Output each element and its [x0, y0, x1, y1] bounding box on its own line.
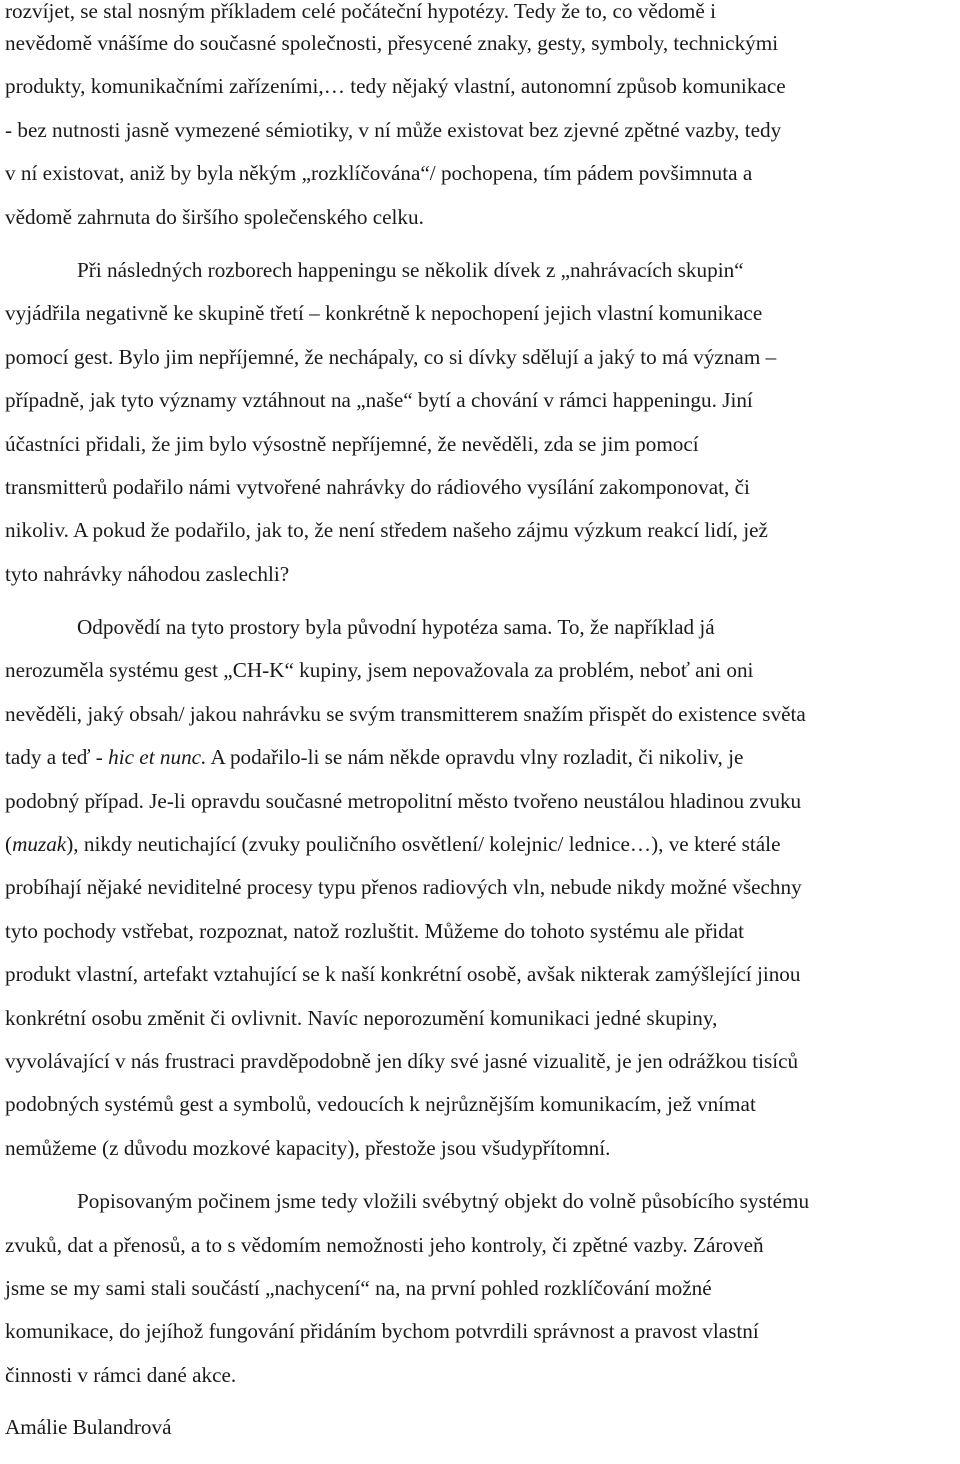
paragraph-line: nikoliv. A pokud že podařilo, jak to, že není středem našeho zájmu výzkum reakcí lidí, jež [5, 518, 768, 543]
paragraph-gap [5, 596, 955, 606]
paragraph-gap [5, 1170, 955, 1180]
paragraph-gap [5, 239, 955, 249]
paragraph-line: produkt vlastní, artefakt vztahující se k naší konkrétní osobě, avšak nikterak zamýšlející jinou [5, 962, 801, 987]
paragraph-line: konkrétní osobu změnit či ovlivnit. Navíc neporozumění komunikaci jedné skupiny, [5, 1005, 718, 1030]
paragraph-line: - bez nutnosti jasně vymezené sémiotiky, v ní může existovat bez zjevné zpětné vazby, tedy [5, 117, 782, 142]
text-run: ( [5, 832, 13, 857]
paragraph-line: vyvolávající v nás frustraci pravděpodobně jen díky své jasné vizualitě, je jen odrážkou tisíců [5, 1048, 799, 1073]
paragraph-line: vyjádřila negativně ke skupině třetí – konkrétně k nepochopení jejich vlastní komunikace [5, 301, 763, 326]
paragraph-line: Popisovaným počinem jsme tedy vložili svébytný objekt do volně působícího systému [77, 1189, 810, 1214]
paragraph-line: nevěděli, jaký obsah/ jakou nahrávku se svým transmitterem snažím přispět do existence světa [5, 701, 806, 726]
paragraph-line: tyto nahrávky náhodou zaslechli? [5, 561, 290, 586]
paragraph-line: rozvíjet, se stal nosným příkladem celé počáteční hypotézy. Tedy že to, co vědomě i [5, 0, 717, 23]
paragraph-line: nevědomě vnášíme do současné společnosti, přesycené znaky, gesty, symboly, technickými [5, 31, 779, 55]
paragraph-line: komunikace, do jejíhož fungování přidáním bychom potvrdili správnost a pravost vlastní [5, 1319, 759, 1344]
paragraph-1 [5, 0, 955, 239]
paragraph-line [5, 736, 955, 779]
text-run: ), nikdy neutichající (zvuky pouličního osvětlení/ kolejnic/ lednice…), ve které stále [66, 832, 781, 857]
paragraph-3 [5, 606, 955, 1170]
paragraph-line: pomocí gest. Bylo jim nepříjemné, že nechápaly, co si dívky sdělují a jaký to má význam – [5, 344, 777, 369]
paragraph-line: činnosti v rámci dané akce. [5, 1362, 237, 1387]
text-run: tady a teď - [5, 745, 109, 770]
paragraph-line: Odpovědí na tyto prostory byla původní hypotéza sama. To, že například já [77, 615, 715, 640]
paragraph-line: tyto pochody vstřebat, rozpoznat, natož rozluštit. Můžeme do tohoto systému ale přidat [5, 918, 745, 943]
paragraph-line: zvuků, dat a přenosů, a to s vědomím nemožnosti jeho kontroly, či zpětné vazby. Zároveň [5, 1232, 764, 1257]
paragraph-line: jsme se my sami stali součástí „nachycení“ na, na první pohled rozklíčování možné [5, 1275, 712, 1300]
paragraph-line: účastníci přidali, že jim bylo výsostně nepříjemné, že nevěděli, zda se jim pomocí [5, 431, 699, 456]
paragraph-line [5, 823, 955, 866]
author-signature: Amálie Bulandrová [5, 1415, 172, 1440]
italic-word: muzak [12, 832, 67, 857]
paragraph-line: nemůžeme (z důvodu mozkové kapacity), přestože jsou všudypřítomní. [5, 1135, 611, 1160]
paragraph-line: Při následných rozborech happeningu se několik dívek z „nahrávacích skupin“ [77, 257, 744, 282]
paragraph-line: transmitterů podařilo námi vytvořené nahrávky do rádiového vysílání zakomponovat, či [5, 474, 750, 499]
paragraph-4 [5, 1180, 955, 1397]
paragraph-line: vědomě zahrnuta do širšího společenského celku. [5, 204, 424, 229]
italic-phrase: hic et nunc. [108, 745, 207, 770]
document-page [5, 0, 955, 1447]
paragraph-line: případně, jak tyto významy vztáhnout na „naše“ bytí a chování v rámci happeningu. Jiní [5, 388, 753, 413]
text-run: A podařilo-li se nám někde opravdu vlny rozladit, či nikoliv, je [206, 745, 744, 770]
paragraph-line: probíhají nějaké neviditelné procesy typu přenos radiových vln, nebude nikdy možné všechny [5, 875, 802, 900]
paragraph-line: podobný případ. Je-li opravdu současné metropolitní město tvořeno neustálou hladinou zvuku [5, 788, 802, 813]
paragraph-gap [5, 1397, 955, 1407]
paragraph-line: podobných systémů gest a symbolů, vedoucích k nejrůznějším komunikacím, jež vnímat [5, 1092, 756, 1117]
paragraph-2 [5, 249, 955, 596]
paragraph-line: v ní existovat, aniž by byla někým „rozklíčována“/ pochopena, tím pádem povšimnuta a [5, 161, 753, 186]
paragraph-line: produkty, komunikačními zařízeními,… tedy nějaký vlastní, autonomní způsob komunikace [5, 74, 786, 99]
paragraph-line: nerozuměla systému gest „CH-K“ kupiny, jsem nepovažovala za problém, neboť ani oni [5, 658, 754, 683]
